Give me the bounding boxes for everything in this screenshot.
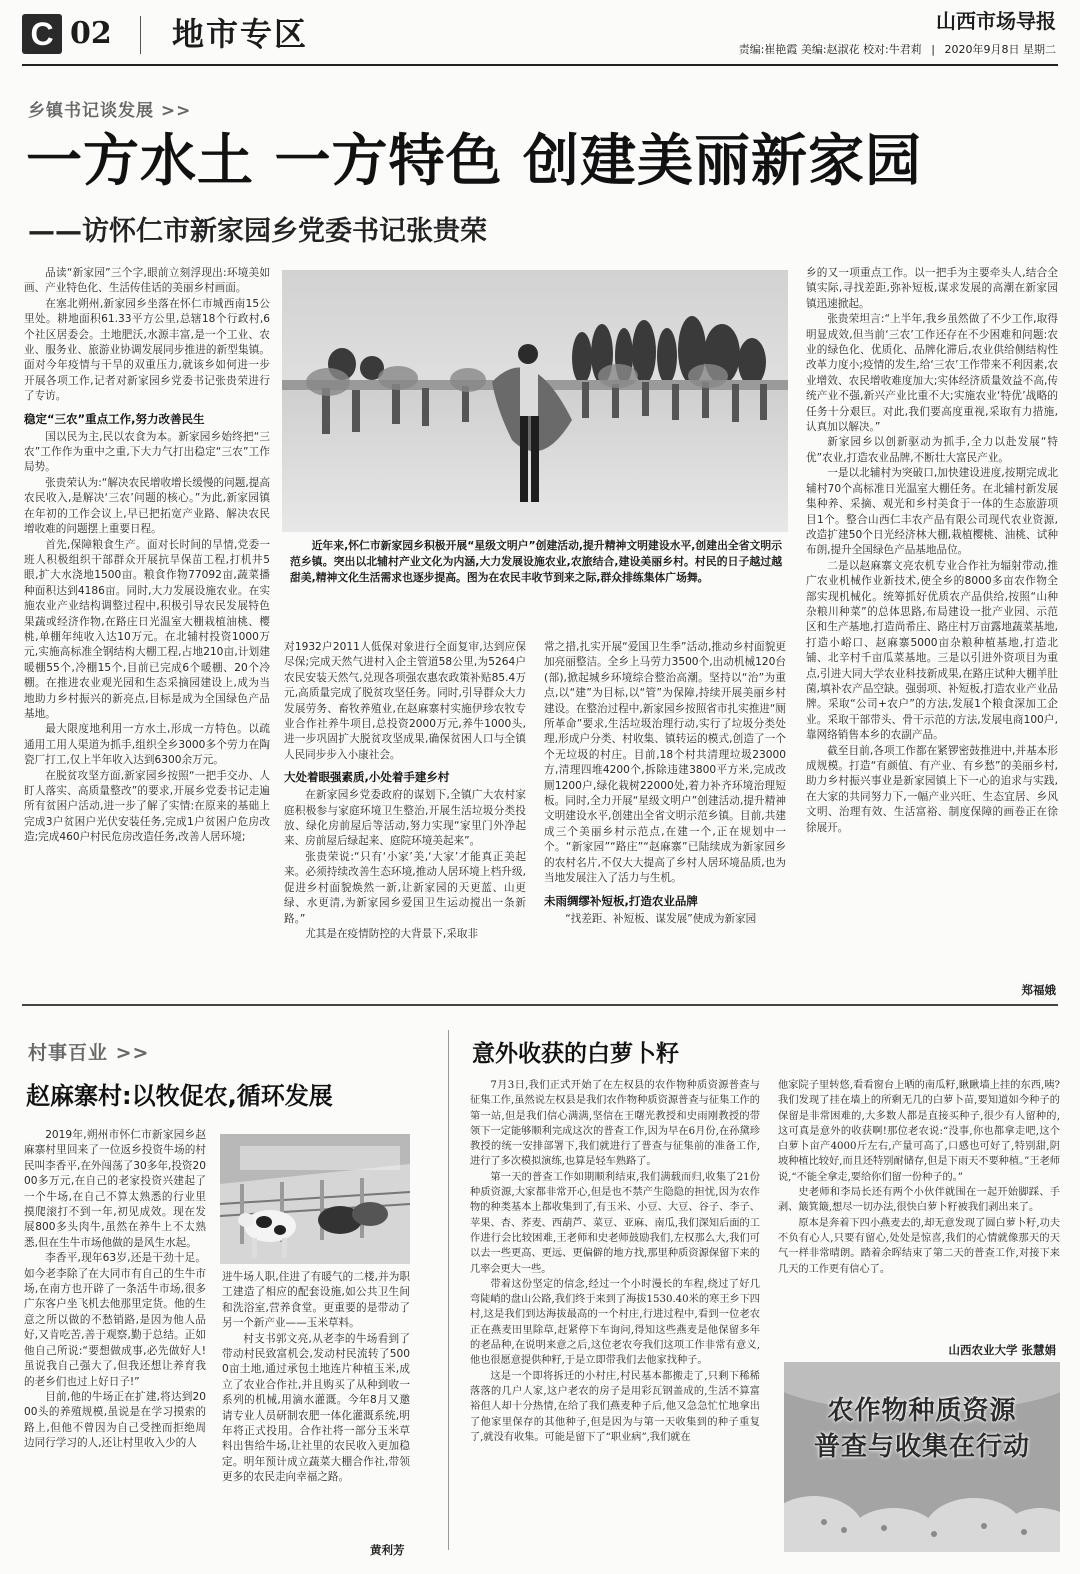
paper-name: 山西市场导报	[936, 9, 1056, 33]
paragraph: 他家院子里转悠,看看窗台上晒的南瓜籽,瞅瞅墙上挂的东西,咦?我们发现了挂在墙上的所剩无几的白萝卜苗,要知道如今种子的保留是非常困难的,大多数人都是直接买种子,很少有人留种的,这可真是意外的收获啊!那位老农说:“没事,你也都拿走吧,这个白萝卜亩产4000斤左右,产量可高了,口感也可好了,特别甜,阴坡种植比较好,而且还特别耐储存,但是下雨天不要种植。”王老师说,“不能全拿走,要给你们留一份种子的。”	[778, 1080, 1060, 1183]
paragraph: 目前,他的牛场正在扩建,将达到2000头的养殖规模,虽说是在学习摸索的路上,但他不曾因为自己受挫而拒绝周边同行学习的人,还让村里收入少的人	[24, 1390, 206, 1450]
column-divider	[448, 1030, 449, 1550]
paragraph: 张贵荣认为:“解决农民增收增长缓慢的问题,提高农民收入,是解决‘三农’问题的核心。”为此,新家园镇在年初的工作会议上,早已把拓宽产业路、解决农民增收难的问题摆上重要日程。	[24, 476, 270, 536]
section-rule	[22, 1004, 1058, 1006]
village-right-text	[222, 1270, 410, 1540]
column-tag: 乡镇书记谈发展 >>	[28, 101, 192, 121]
header-divider	[140, 16, 141, 54]
credits: 责编:崔艳霞 美编:赵淑花 校对:牛君莉	[738, 43, 922, 56]
paragraph: 张贵荣说:“只有‘小家’美,‘大家’才能真正美起来。必须持续改善生态环境,推动人居环境上档升级,促进乡村面貌焕然一新,让新家园的天更蓝、山更绿、水更清,为新家园乡爱国卫生运动搅出一条新路。”	[284, 850, 526, 925]
paragraph: 进牛场人职,住进了有暖气的二楼,并为职工建造了相应的配套设施,如公共卫生间和洗浴室,营养食堂。更重要的是带动了另一个新产业——玉米草料。	[222, 1271, 410, 1330]
paragraph: 史老师和李局长还有两个小伙伴就围在一起开始脚踩、手剥、簸箕簸,想尽一切办法,很快白萝卜籽被我们剥出来了。	[778, 1187, 1060, 1214]
date: 2020年9月8日 星期二	[944, 43, 1056, 56]
paragraph: 对1932户2011人低保对象进行全面复审,达到应保尽保;完成天然气进村入企主管道58公里,为5264户农民安装天然气,兑现各项强农惠农政策补贴85.4万元,高质量完成了脱贫攻坚任务。同时,引导群众大力发展劳务、畜牧养殖业,在赵麻寨村实施伊珍农牧专业合作社养牛项目,总投资2000万元,养牛1000头,进一步巩固扩大脱贫攻坚成果,确保贫困人口与全镇人民同步步入小康社会。	[284, 641, 526, 761]
radish-col-1	[470, 1078, 760, 1550]
paragraph: 第一天的普查工作如期顺利结束,我们满载而归,收集了21份种质资源,大家都非常开心,但是也不禁产生隐隐的担忧,因为农作物的种类基本上都收集到了,有玉米、小豆、大豆、谷子、李子、苹果、杏、荞麦、西葫芦、菜豆、亚麻、南瓜,我们深知后面的工作进行会比较困难,王老师和史老师鼓励我们,左权那么大,我们可以去一些更高、更远、更偏僻的地方找,那里种质资源保留下来的几率会更大一些。	[470, 1171, 760, 1275]
village-headline: 赵麻寨村:以牧促农,循环发展	[26, 1082, 333, 1110]
feature-col-2	[284, 640, 526, 996]
credits-line: 责编:崔艳霞 美编:赵淑花 校对:牛君莉 | 2020年9月8日 星期二	[738, 43, 1056, 56]
radish-headline: 意外收获的白萝卜籽	[472, 1041, 679, 1067]
paragraph: 国以民为主,民以农食为本。新家园乡始终把“三农”工作作为重中之重,下大力气打出稳定“三农”工作局势。	[24, 430, 270, 474]
subheadline: ——访怀仁市新家园乡党委书记张贵荣	[28, 216, 487, 247]
radish-col-2	[778, 1078, 1060, 1340]
poster-title-line-1: 农作物种质资源	[827, 1396, 1017, 1426]
radish-byline: 山西农业大学 张慧娟	[948, 1343, 1056, 1357]
cattle-photo	[220, 1134, 410, 1264]
village-column-tag: 村事百业 >>	[28, 1042, 150, 1064]
cattle-photo-image	[220, 1134, 410, 1264]
village-byline: 黄利芳	[370, 1543, 405, 1557]
seed-survey-poster	[784, 1362, 1060, 1552]
feature-col-3	[544, 640, 786, 996]
photo-caption: 近年来,怀仁市新家园乡积极开展“星级文明户”创建活动,提升精神文明建设水平,创建出全省文明示范乡镇。突出以北辅村产业文化为内涵,大力发展设施农业,农旅结合,建设美丽乡村。村民的日子越过越甜美,精神文化生活需求也逐步提高。图为在农民丰收节到来之际,群众排练集体广场舞。	[290, 539, 782, 584]
subhead: 未雨绸缪补短板,打造农业品牌	[544, 893, 698, 908]
feature-byline: 郑福娥	[1021, 983, 1056, 997]
paragraph: “找差距、补短板、谋发展”使成为新家园	[565, 912, 757, 925]
paragraph: 新家园乡以创新驱动为抓手,全力以赴发展“特优”农业,打造农业品牌,不断壮大富民产业。	[806, 436, 1058, 464]
paragraph: 村支书郭文亮,从老李的牛场看到了带动村民致富机会,发动村民流转了5000亩土地,通过承包土地连片种植玉米,成立了农业合作社,并且购买了从种到收一系列的机械,用滴水灌溉。今年8月又邀请专业人员研制农肥一体化灌溉系统,明年将正式投用。合作社将一部分玉米草料出售给牛场,让社里的农民收入更加稳定。明年预计成立蔬菜大棚合作社,带领更多的农民走向幸福之路。	[222, 1332, 410, 1484]
paragraph: 张贵荣坦言:“上半年,我乡虽然做了不少工作,取得明显成效,但当前‘三农’工作还存在不少困难和问题:农业的绿色化、优质化、品牌化滞后,农业供给侧结构性改革力度小;疫情的发生,给‘三农’工作带来不利因素,农业增效、农民增收难度加大;实体经济质量效益不高,传统产业不强,新兴产业比重不大;实施农业‘特优’战略的任务十分艰巨。对此,我们要高度重视,采取有力措施,认真加以解决。”	[806, 313, 1058, 434]
village-left-text	[24, 1128, 206, 1552]
dancers-photo-image	[282, 270, 788, 532]
paragraph: 截至目前,各项工作都在紧锣密鼓推进中,并基本形成规模。打造“有颜值、有产业、有乡愁”的美丽乡村,助力乡村振兴事业是新家园镇上下一心的追求与实践,在大家的共同努力下,一幅产业兴旺、生态宜居、乡风文明、治理有效、生活富裕、制度保障的画卷正在徐徐展开。	[806, 744, 1058, 834]
paragraph: 最大限度地利用一方水土,形成一方特色。以疏通用工用人渠道为抓手,组织全乡3000多个劳力在陶瓷厂打工,仅上半年收入达到6300余万元。	[24, 723, 270, 767]
paragraph: 在新家园乡党委政府的谋划下,全镇广大农村家庭积极参与家庭环境卫生整治,开展生活垃圾分类投放、绿化房前屋后等活动,努力实现“家里门外净起来、房前屋后绿起来、庭院环境美起来”。	[284, 789, 526, 848]
feature-col-1	[24, 266, 270, 996]
header-rule	[22, 64, 1058, 66]
feature-col-4	[806, 266, 1058, 982]
paragraph: 7月3日,我们正式开始了在左权县的农作物种质资源普查与征集工作,虽然说左权县是我们农作物种质资源普查与征集工作的第一站,但是我们信心满满,坚信在王曙光教授和史雨刚教授的带领下一定能够顺利完成这次的普查工作,因为早在6月份,在孙黛珍教授的统一安排部署下,我们就进行了普查与征集前的准备工作,进行了多次模拟演练,也算是轻车熟路了。	[470, 1080, 760, 1168]
paragraph: 带着这份坚定的信念,经过一个小时漫长的车程,绕过了好几弯陡峭的盘山公路,我们终于来到了海拔1530.40米的寒王乡下四村,这是我们到达海拔最高的一个村庄,行进过程中,看到一位老农正在燕麦田里除草,赶紧停下车询问,得知这些燕麦是他保留多年的老品种,在说明来意之后,这位老农夸我们这项工作非常有意义,他也很愿意提供种籽,于是立即带我们去他家找种子。	[470, 1278, 760, 1367]
paragraph: 李香平,现年63岁,还是干劲十足。如今老李除了在大同市有自己的生牛市场,在南方也开辟了一条活牛市场,很多广东客户坐飞机去他那里定货。他的生意之所以做的不愁销路,是因为他人品好,又肯吃苦,善于观察,勤于总结。正如他自己所说:“要想做成事,必先做好人!虽说我自己强大了,但我还想让养育我的老乡们也过上好日子!”	[24, 1252, 206, 1388]
paragraph: 2019年,朔州市怀仁市新家园乡赵麻寨村里回来了一位返乡投资牛场的村民叫李香平,在外闯荡了30多年,投资2000多万元,在自己的老家投资兴建起了一个牛场,在自己不算太熟悉的行业里摸爬滚打不到一年,初见成效。现在发展800多头肉牛,虽然在养牛上不太熟悉,但在生牛市场他做的是风生水起。	[24, 1129, 206, 1249]
paragraph: 原本是奔着下四小燕麦去的,却无意发现了圆白萝卜籽,功夫不负有心人,只要有留心,处处是惊喜,我们的心情就像那天的天气一样非常晴朗。踏着余晖结束了第二天的普查工作,对接下来几天的工作更有信心了。	[778, 1217, 1060, 1275]
poster-title-line-2: 普查与收集在行动	[813, 1432, 1030, 1462]
section-badge	[22, 14, 62, 54]
paragraph: 首先,保障粮食生产。面对长时间的旱情,党委一班人积极组织干部群众开展抗旱保苗工程,打机井5眼,扩大水浇地1500亩。粮食作物77092亩,蔬菜播种面积达到4186亩。同时,大力发展设施农业。在实施农业产业结构调整过程中,积极引导农民发展特色果蔬或经济作物,在路庄日光温室大棚栽植油桃、樱桃,单棚年纯收入达10万元。在北辅村投资1000万元,实施高标准全钢结构大棚工程,占地210亩,计划建暖棚55个,冷棚15个,目前已完成6个暖棚、20个冷棚。在推进农业观光园和生态采摘园建设上,成为当地助力乡村振兴的新亮点,目标是成为全国绿色产品基地。	[24, 538, 270, 720]
paragraph: 在塞北朔州,新家园乡坐落在怀仁市城西南15公里处。耕地面积61.33平方公里,总辖18个行政村,6个社区居委会。土地肥沃,水源丰富,是一个工业、农业、服务业、旅游业协调发展同步推进的新型集镇。面对今年疫情与干旱的双重压力,就该乡如何进一步开展各项工作,记者对新家园乡党委书记张贵荣进行了专访。	[24, 297, 270, 403]
paragraph: 常之措,扎实开展“爱国卫生季”活动,推动乡村面貌更加亮丽整洁。全乡上马劳力3500个,出动机械120台(部),掀起城乡环境综合整治高潮。坚持以“治”为重点,以“建”为目标,以“管”为保障,持续开展美丽乡村建设。在整治过程中,新家园乡按照省市扎实推进“厕所革命”要求,生活垃圾治理行动,实行了垃圾分类处理,形成户分类、村收集、镇转运的模式,创造了一个个无垃圾的村庄。目前,18个村共清理垃圾23000方,清理四堆4200个,拆除违建3800平方米,完成改厕1200户,绿化栽树22000处,着力补齐环境治理短板。同时,全力开展“星级文明户”创建活动,提升精神文明建设水平,创建出全省文明示范乡镇。目前,共建成三个美丽乡村示范点,在建一个,正在规划中一个。“新家园”“路庄”“赵麻寨”已陆续成为新家园乡的农村名片,不仅大大提高了乡村人居环境品质,也为当地发展注入了活力与生机。	[544, 641, 786, 885]
paragraph: 二是以赵麻寨文亮农机专业合作社为辐射带动,推广农业机械作业新技术,使全乡的8000多亩农作物全部实现机械化。统筹抓好优质农产品供给,按照“山种杂粮川种菜”的总体思路,布局建设一批产业园、示范区和生产基地,打造尚希庄、路庄村万亩露地蔬菜基地,打造小峪口、赵麻寨5000亩杂粮种植基地,打造北铺、北辛村千亩瓜菜基地。三是以引进外资项目为重点,引进大同大学农业科技新成果,在路庄试种大棚羊肚菌,填补农产品空缺。强弱项、补短板,打造农业产业品牌。采取“公司+农户”的方法,发展1个粮食深加工企业。采取干部带头、骨干示范的方法,发展电商100户,靠网络销售本乡的农副产品。	[806, 559, 1058, 742]
feature-photo	[282, 270, 788, 532]
subhead: 稳定“三农”重点工作,努力改善民生	[24, 411, 205, 426]
section-letter: C	[30, 16, 54, 52]
paragraph: 尤其是在疫情防控的大背景下,采取非	[305, 927, 479, 940]
section-title: 地市专区	[172, 15, 309, 53]
paragraph: 乡的又一项重点工作。以一把手为主要牵头人,结合全镇实际,寻找差距,弥补短板,谋求发展的高潮在新家园镇迅速掀起。	[806, 267, 1058, 310]
paragraph: 一是以北辅村为突破口,加快建设进度,按期完成北辅村70个高标准日光温室大棚任务。在北辅村新发展集种养、采摘、观光和乡村美食于一体的生态旅游项目1个。整合山西仁丰农产品有限公司现代农业资源,改造扩建50个日光经济林大棚,栽植樱桃、油桃、试种布朗,提升全国绿色产品基地品位。	[806, 467, 1058, 557]
subhead: 大处着眼强素质,小处着手建乡村	[284, 770, 450, 785]
paragraph: 品读“新家园”三个字,眼前立刻浮现出:环境美如画、产业特色化、生活传佳话的美丽乡村画面。	[24, 267, 270, 295]
headline: 一方水土 一方特色 创建美丽新家园	[26, 129, 922, 194]
paragraph: 这是一个即将拆迁的小村庄,村民基本都搬走了,只剩下稀稀落落的几户人家,这户老农的房子是用彩瓦钢盖成的,生活不算富裕但人却十分热情,在给了我们燕麦种子后,他又急急忙忙地拿出了他家里保存的其他种子,但是因为与第一天收集到的种子重复了,就没有收集。可能是留下了“职业病”,我们就在	[470, 1370, 760, 1443]
page-number: 02	[70, 16, 112, 51]
paragraph: 在脱贫攻坚方面,新家园乡按照“一把手交办、人盯人落实、高质量整改”的要求,开展乡党委书记走遍所有贫困户活动,进一步了解了实情:在原来的基础上完成3户贫困户光伏安装任务,完成1户贫困户危房改造;完成460户村民危房改造任务,改善人居环境;	[24, 769, 270, 844]
